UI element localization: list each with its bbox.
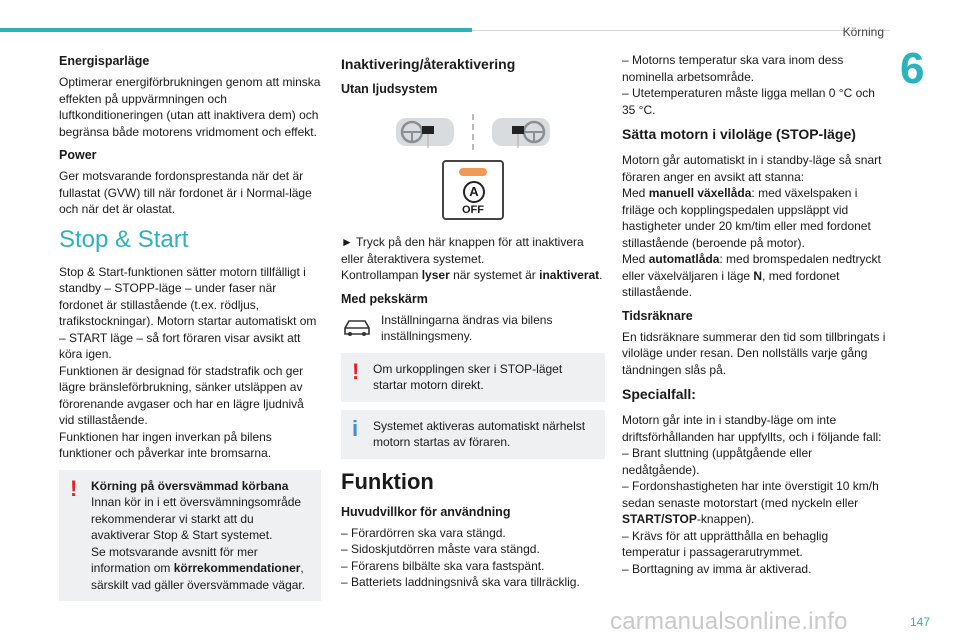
timer-heading: Tidsräknare [622,308,693,323]
touchscreen-text: Inställningarna ändras via bilens inställningsmeny. [381,312,553,343]
press-instruction: ► Tryck på den här knappen för att inaktivera eller återaktivera systemet. [341,235,584,266]
special-item: – Fordonshastigheten har inte överstigit 10 km/h sedan senaste motorstart (med nyckeln eller START/STOP-knappen). [622,479,879,526]
header-accent-bar [0,28,472,32]
stop-mode-warning-box [341,353,605,402]
column-2 [341,52,605,591]
header-rule [472,30,890,31]
conditions-heading: Huvudvillkor för användning [341,504,511,519]
timer-text: En tidsräknare summerar den tid som tillbringats i viloläge under resan. Den nollställs varje gång tändningen slås på. [622,329,886,377]
condition-item: – Motorns temperatur ska vara inom dess nominella arbetsområde. [622,53,844,84]
energy-heading: Energisparläge [59,54,150,68]
section-name: Körning [842,25,884,39]
lamp-text: Kontrollampan lyser när systemet är inaktiverat. [341,268,603,282]
power-text: Ger motsvarande fordonsprestanda när det är fullastat (GVW) till när fordonet är i Normal-läge och när det är olastat. [59,169,312,216]
automatic-gearbox-text: Med automatlåda: med bromspedalen nedtryckt eller växelväljaren i läge N, med fordonet stillastående. [622,252,881,299]
steering-right-icon [488,112,552,152]
a-letter-icon: A [463,181,485,203]
chapter-number: 6 [900,44,925,93]
touchscreen-row [341,312,605,345]
condition-item: – Förarens bilbälte ska vara fastspänt. [341,558,545,573]
power-heading: Power [59,148,97,162]
without-audio-heading: Utan ljudsystem [341,82,438,96]
touchscreen-heading: Med pekskärm [341,291,428,306]
car-settings-icon [341,316,373,338]
special-item: – Krävs för att upprätthålla en behaglig temperatur i passagerarutrymmet. [622,528,829,559]
condition-item: – Batteriets laddningsnivå ska vara tillräcklig. [341,575,580,589]
flood-warning-box [59,470,321,602]
stop-mode-heading: Sätta motorn i viloläge (STOP-läge) [622,126,856,142]
page-number: 147 [910,615,931,629]
indicator-lamp [459,168,487,176]
special-intro: Motorn går inte in i standby-läge om inte driftsförhållanden har uppfyllts, och i följande fall: [622,413,882,444]
column-3 [622,52,886,577]
stop-start-heading: Stop & Start [59,225,189,253]
column-1 [59,52,321,609]
stop-start-p1: Stop & Start-funktionen sätter motorn tillfälligt i standby – STOPP-läge – under faser när fordonet är stillastående (t.ex. rödljus, trafikstockningar). Motorn startar automatiskt om – START läge – så fort föraren visar avsikt att köra igen. [59,264,317,361]
watermark: carmanualsonline.info [610,608,848,635]
info-box [341,410,605,459]
warning-exclamation-icon: ! [352,358,360,384]
condition-item: – Förardörren ska vara stängd. [341,525,506,540]
stop-mode-intro: Motorn går automatiskt in i standby-läge så snart föraren anger en avsikt att stanna: [622,153,882,184]
info-text: Systemet aktiveras automatiskt närhelst motorn startas av föraren. [373,418,586,449]
manual-gearbox-text: Med manuell växellåda: med växelspaken i friläge och kopplingspedalen uppsläppt vid hastigheter under 20 km/tim eller med fordonet stillastående (beroende på motor). [622,186,871,250]
steering-left-icon [394,112,458,152]
special-cases-heading: Specialfall: [622,386,696,402]
stop-start-p3: Funktionen har ingen inverkan på bilens funktioner och påverkar inte bromsarna. [59,429,272,460]
condition-item: – Utetemperaturen måste ligga mellan 0 °C och 35 °C. [622,86,875,117]
info-icon: i [352,415,359,441]
warning-exclamation-icon: ! [70,475,78,501]
energy-text: Optimerar energiförbrukningen genom att minska effekten på uppvärmningen och luftkonditioneringen (utan att inaktivera dem) och begränsa både motorens vridmoment och effekt. [59,75,321,139]
dashboard-illustration [341,112,605,152]
stop-start-off-button-icon [442,160,504,220]
separator-line [472,114,474,150]
flood-warning-text-a: Innan kör in i ett översvämningsområde rekommenderar vi starkt att du avaktiverar Stop & Start systemet. [91,495,302,542]
inaktivering-heading: Inaktivering/återaktivering [341,56,516,72]
stop-mode-warning-text: Om urkopplingen sker i STOP-läget startar motorn direkt. [373,361,563,392]
condition-item: – Sidoskjutdörren måste vara stängd. [341,542,540,556]
flood-warning-title: Körning på översvämmad körbana [91,478,289,493]
stop-start-p2: Funktionen är designad för stadstrafik och ger lägre bränsleförbrukning, sänker utsläppen av förorenande avgaser och har en lägre ljudnivå vid stillastående. [59,363,304,427]
off-label: OFF [462,204,484,216]
function-heading: Funktion [341,468,434,494]
special-item: – Borttagning av imma är aktiverad. [622,561,812,576]
special-item: – Brant sluttning (uppåtgående eller nedåtgående). [622,446,813,477]
flood-warning-text-b: Se motsvarande avsnitt för mer information om körrekommendationer, särskilt vad gäller översvämmade vägar. [91,544,306,592]
